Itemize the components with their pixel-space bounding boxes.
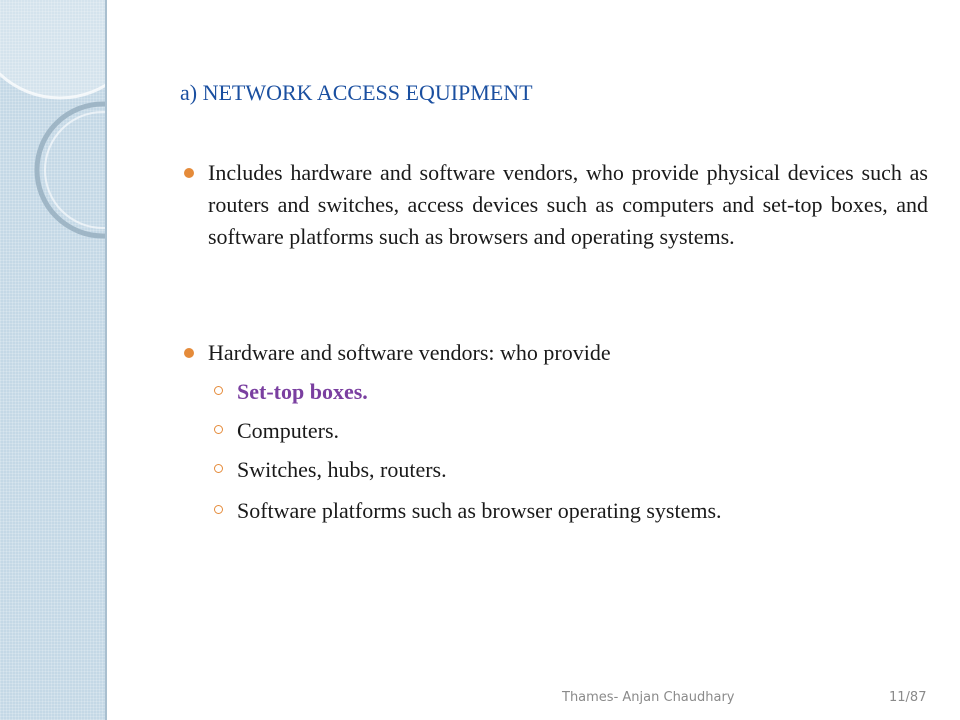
bullet-item xyxy=(208,157,928,253)
bullet-text: Hardware and software vendors: who provide xyxy=(208,340,611,365)
slide-heading: a) NETWORK ACCESS EQUIPMENT xyxy=(180,80,533,105)
sub-bullet-ring-icon xyxy=(214,464,223,473)
decorative-sidebar xyxy=(0,0,107,720)
sub-bullet-ring-icon xyxy=(214,505,223,514)
sub-item xyxy=(214,376,368,408)
sub-item-text: Switches, hubs, routers. xyxy=(237,457,447,482)
bullet-item xyxy=(208,337,928,369)
bullet-marker-icon xyxy=(184,168,194,178)
footer-page-number: 11/87 xyxy=(889,690,927,705)
sub-item-text: Computers. xyxy=(237,418,340,443)
circles-decoration-icon xyxy=(0,0,105,330)
sub-bullet-ring-icon xyxy=(214,425,223,434)
sub-item-text: Set-top boxes. xyxy=(237,379,368,404)
sub-item xyxy=(214,495,722,527)
sub-item xyxy=(214,415,339,447)
bullet-marker-icon xyxy=(184,348,194,358)
sub-bullet-ring-icon xyxy=(214,386,223,395)
footer-author: Thames- Anjan Chaudhary xyxy=(562,690,735,705)
sub-item xyxy=(214,454,447,486)
sub-item-text: Software platforms such as browser operating systems. xyxy=(237,498,722,523)
bullet-text: Includes hardware and software vendors, who provide physical devices such as routers and switches, access devices such as computers and set-top boxes, and software platforms such as browsers and operating systems. xyxy=(208,160,928,249)
